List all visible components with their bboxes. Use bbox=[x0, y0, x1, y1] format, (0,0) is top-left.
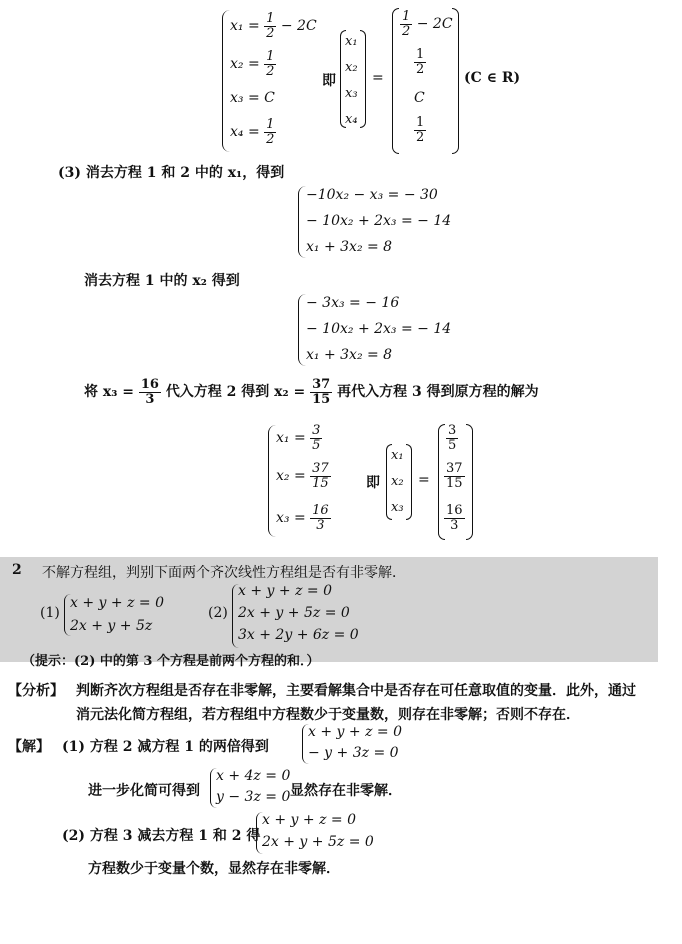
problem2-sysB-eq1: x + y + z = 0 bbox=[238, 583, 332, 599]
part3-sol-brace bbox=[268, 425, 276, 537]
part3-ji: 即 bbox=[366, 475, 380, 491]
solution-step1-eq1: x + y + z = 0 bbox=[308, 724, 402, 740]
problem2-sysB-eq2: 2x + y + 5z = 0 bbox=[238, 605, 350, 621]
part3-rhs-2: $\frac{37}{15}$ bbox=[446, 461, 463, 491]
solution-step2-eq2: 2x + y + 5z = 0 bbox=[262, 834, 374, 850]
problem2-sysA-eq2: 2x + y + 5z bbox=[70, 618, 153, 634]
solution-step1b-eq2: y − 3z = 0 bbox=[216, 789, 291, 805]
problem2-statement: 不解方程组，判别下面两个齐次线性方程组是否有非零解． bbox=[42, 565, 406, 581]
top-eq-4: x₄ = $\frac{1}{2}$ bbox=[230, 117, 275, 147]
top-ji: 即 bbox=[322, 73, 336, 89]
part3-sys1-eq1: −10x₂ − x₃ = − 30 bbox=[306, 187, 438, 203]
top-vec-x4: x₄ bbox=[345, 112, 358, 127]
part3-equals: = bbox=[418, 472, 430, 488]
top-rhs-2: $\frac{1}{2}$ bbox=[416, 47, 425, 77]
top-condition: (C ∈ R) bbox=[464, 70, 521, 86]
problem2-hint: （提示：(2) 中的第 3 个方程是前两个方程的和．） bbox=[22, 654, 320, 669]
top-eq-2: x₂ = $\frac{1}{2}$ bbox=[230, 49, 275, 79]
part3-vec-right-bracket bbox=[406, 444, 412, 520]
part3-substitution: 将 x₃ = $\frac{16}{3}$ 代入方程 2 得到 x₂ = $\frac{37}{15}$ 再代入方程 3 得到原方程的解为 bbox=[84, 377, 539, 407]
problem2-sysA-eq1: x + y + z = 0 bbox=[70, 595, 164, 611]
part3-rhs-right-bracket bbox=[466, 424, 473, 540]
analysis-line2: 消元法化简方程组，若方程组中方程数少于变量数，则存在非零解；否则不存在． bbox=[76, 707, 580, 723]
analysis-line1: 判断齐次方程组是否存在非零解，主要看解集合中是否存在可任意取值的变量．此外，通过 bbox=[76, 683, 636, 699]
part3-intro: (3) 消去方程 1 和 2 中的 x₁，得到 bbox=[58, 165, 285, 181]
top-rhs-left-bracket bbox=[392, 8, 399, 154]
part3-sys2-eq3: x₁ + 3x₂ = 8 bbox=[306, 347, 393, 363]
problem2-sysB-eq3: 3x + 2y + 6z = 0 bbox=[238, 627, 359, 643]
solution-step2-text: (2) 方程 3 减去方程 1 和 2 得 bbox=[62, 828, 261, 844]
top-rhs-3: C bbox=[414, 90, 425, 106]
top-vec-x3: x₃ bbox=[345, 86, 358, 101]
solution-step1b-eq1: x + 4z = 0 bbox=[216, 768, 291, 784]
top-equals: = bbox=[372, 70, 384, 86]
top-vec-right-bracket bbox=[360, 30, 366, 128]
part3-sys2-brace bbox=[298, 294, 306, 366]
top-eq-3: x₃ = C bbox=[230, 90, 275, 106]
solution-step1b-text: 进一步化简可得到 bbox=[88, 783, 200, 799]
part3-vec-x1: x₁ bbox=[391, 448, 404, 463]
part3-sys1-brace bbox=[298, 186, 306, 258]
part3-vec-x2: x₂ bbox=[391, 474, 404, 489]
solution-step1-text: (1) 方程 2 减方程 1 的两倍得到 bbox=[62, 739, 269, 755]
solution-step1-eq2: − y + 3z = 0 bbox=[308, 745, 399, 761]
problem2-label2: (2) bbox=[208, 605, 228, 621]
solution-step1b-end: 显然存在非零解． bbox=[290, 783, 402, 799]
top-eq-1: x₁ = $\frac{1}{2}$ − 2C bbox=[230, 11, 317, 41]
analysis-label: 【分析】 bbox=[8, 683, 64, 699]
top-vec-x1: x₁ bbox=[345, 34, 358, 49]
part3-sys2-eq2: − 10x₂ + 2x₃ = − 14 bbox=[306, 321, 452, 337]
solution-step2b-text: 方程数少于变量个数，显然存在非零解． bbox=[88, 861, 340, 877]
part3-sys1-eq3: x₁ + 3x₂ = 8 bbox=[306, 239, 393, 255]
solution-label: 【解】 bbox=[8, 739, 50, 755]
part3-sol-x1: x₁ = $\frac{3}{5}$ bbox=[276, 423, 321, 453]
top-vec-x2: x₂ bbox=[345, 60, 358, 75]
top-rhs-right-bracket bbox=[452, 8, 459, 154]
part3-intro2: 消去方程 1 中的 x₂ 得到 bbox=[84, 273, 240, 289]
solution-step2-eq1: x + y + z = 0 bbox=[262, 812, 356, 828]
part3-sys1-eq2: − 10x₂ + 2x₃ = − 14 bbox=[306, 213, 452, 229]
part3-rhs-1: $\frac{3}{5}$ bbox=[448, 423, 457, 453]
top-rhs-4: $\frac{1}{2}$ bbox=[416, 115, 425, 145]
part3-sol-x3: x₃ = $\frac{16}{3}$ bbox=[276, 503, 329, 533]
problem2-number: 2 bbox=[12, 562, 22, 578]
part3-sol-x2: x₂ = $\frac{37}{15}$ bbox=[276, 461, 329, 491]
part3-sys2-eq1: − 3x₃ = − 16 bbox=[306, 295, 400, 311]
part3-rhs-3: $\frac{16}{3}$ bbox=[446, 503, 463, 533]
part3-vec-x3: x₃ bbox=[391, 500, 404, 515]
problem2-label1: (1) bbox=[40, 605, 60, 621]
top-rhs-1: $\frac{1}{2}$ − 2C bbox=[402, 9, 453, 39]
